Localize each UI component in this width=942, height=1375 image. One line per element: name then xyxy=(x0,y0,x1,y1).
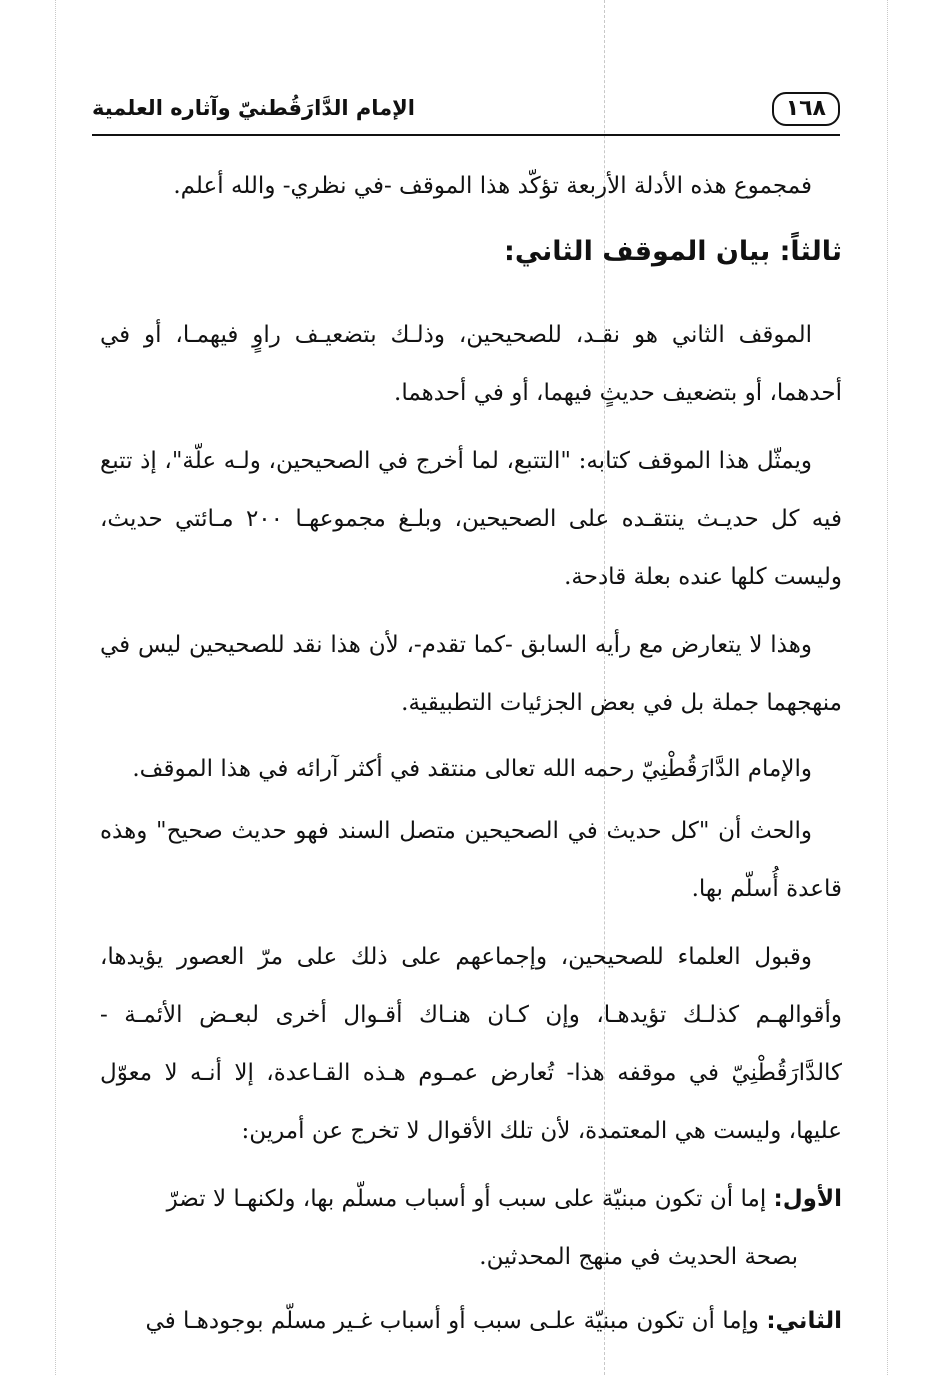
paragraph: والحث أن "كل حديث في الصحيحين متصل السند فهو حديث صحيح" وهذه قاعدة أُسلّم بها. xyxy=(100,818,842,902)
intro-paragraph: فمجموع هذه الأدلة الأربعة تؤكّد هذا الموقف -في نظري- والله أعلم. xyxy=(173,173,812,199)
paragraph: وهذا لا يتعارض مع رأيه السابق -كما تقدم-، لأن هذا نقد للصحيحين ليس في منهجهما جملة بل في بعض الجزئيات التطبيقية. xyxy=(100,632,842,716)
list-item xyxy=(100,1170,842,1286)
list-item-continuation: بصحة الحديث في منهج المحدثين. xyxy=(479,1244,798,1270)
paragraph: ويمثّل هذا الموقف كتابه: "التتبع، لما أخرج في الصحيحين، ولـه علّة"، إذ تتبع فيه كل حديـث ينتقـده على الصحيحين، وبلـغ مجموعهـا ٢٠٠ مـائتي حديث، وليست كلها عنده بعلة قادحة. xyxy=(100,448,842,590)
list-item-text: إما أن تكون مبنيّة على سبب أو أسباب مسلّم بها، ولكنهـا لا تضرّ xyxy=(166,1186,767,1212)
list-item xyxy=(100,1292,842,1350)
list-item-text: وإما أن تكون مبنيّة علـى سبب أو أسباب غـير مسلّم بوجودهـا في xyxy=(145,1308,760,1334)
paragraph: وقبول العلماء للصحيحين، وإجماعهم على ذلك على مرّ العصور يؤيدها، وأقوالهـم كذلـك تؤيدهـا، وإن كـان هنـاك أقـوال أخرى لبعـض الأئمـة - كالدَّارَقُطْنِيّ في موقفه هذا- تُعارض عمـوم هـذه القـاعدة، إلا أنـه لا معوّل عليها، وليست هي المعتمدة، لأن تلك الأقوال لا تخرج عن أمرين: xyxy=(100,944,842,1144)
margin-dots-right xyxy=(887,0,888,1375)
page-body xyxy=(100,158,842,1356)
paragraph: والإمام الدَّارَقُطْنِيّ رحمه الله تعالى منتقد في أكثر آرائه في هذا الموقف. xyxy=(132,756,812,782)
page-number: ١٦٨ xyxy=(772,92,840,126)
list-item-lead: الأول: xyxy=(773,1186,842,1212)
section-heading: ثالثاً: بيان الموقف الثاني: xyxy=(504,236,842,267)
page-header xyxy=(92,92,840,136)
list-item-lead: الثاني: xyxy=(766,1308,842,1334)
margin-dots-left xyxy=(55,0,56,1375)
paragraph: الموقف الثاني هو نقـد، للصحيحين، وذلـك بتضعيـف راوٍ فيهمـا، أو في أحدهما، أو بتضعيف حديثٍ فيهما، أو في أحدهما. xyxy=(100,322,842,406)
running-title: الإمام الدَّارَقُطنيّ وآثاره العلمية xyxy=(92,96,415,120)
